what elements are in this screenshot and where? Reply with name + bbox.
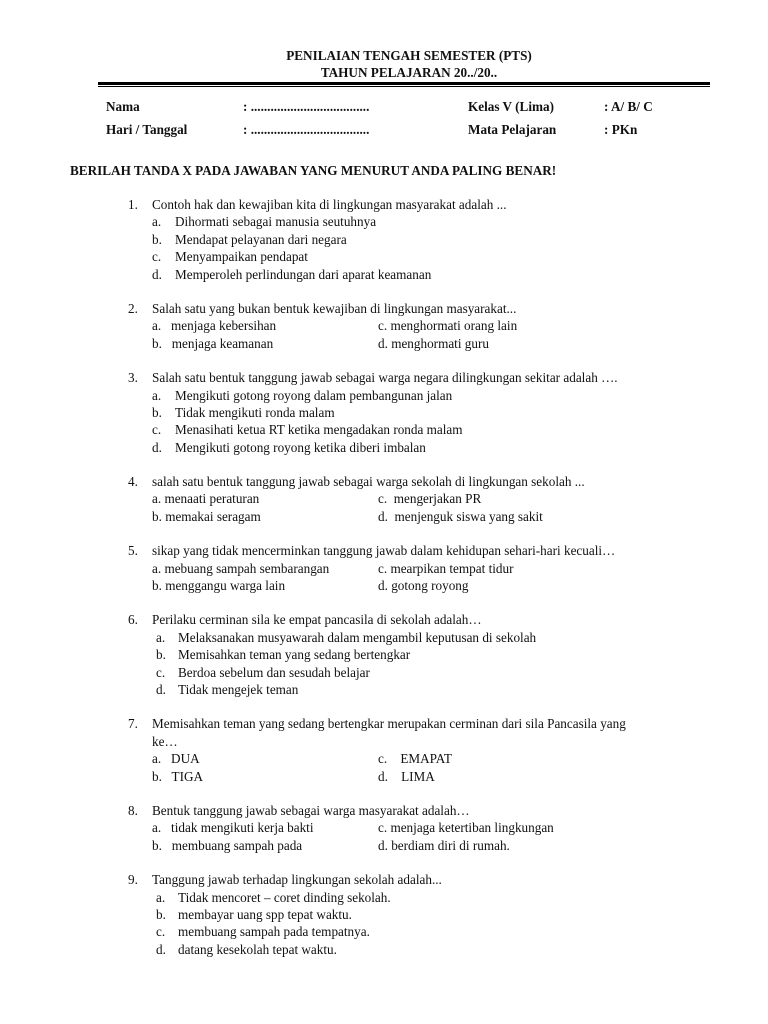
option-letter: b. [152,404,162,420]
answer-option[interactable] [0,231,768,248]
answer-option[interactable]: d. gotong royong [378,578,469,594]
option-letter: d. [156,681,166,697]
answer-option-row [0,750,768,767]
answer-option[interactable] [0,941,768,958]
question-number: 7. [128,716,138,732]
question-text: Salah satu yang bukan bentuk kewajiban di lingkungan masyarakat... [152,300,517,316]
answer-option[interactable]: c. menghormati orang lain [378,318,518,334]
option-text: Tidak mengikuti ronda malam [175,404,335,420]
question-text: Memisahkan teman yang sedang bertengkar merupakan cerminan dari sila Pancasila yang [152,716,626,732]
question-item [0,196,768,283]
answer-option[interactable]: b. menjaga keamanan [152,335,274,351]
answer-option[interactable]: d. menghormati guru [378,335,489,351]
question-number: 5. [128,543,138,559]
option-letter: c. [156,664,166,680]
answer-option-row [0,560,768,577]
option-letter: a. [152,214,162,230]
option-letter: c. [152,249,162,265]
option-text: Tidak mengejek teman [178,681,299,697]
question-text: ke… [152,733,178,749]
option-text: Mendapat pelayanan dari negara [175,231,347,247]
document-header [0,47,768,81]
answer-option[interactable] [0,213,768,230]
answer-option[interactable]: d. menjenguk siswa yang sakit [378,508,543,524]
answer-option-row [0,317,768,334]
question-stem [0,369,768,386]
answer-option[interactable] [0,923,768,940]
mata-pelajaran-value: : PKn [604,122,638,137]
answer-option[interactable]: c. mearpikan tempat tidur [378,560,514,576]
kelas-label: Kelas V (Lima) [468,99,554,114]
hari-tanggal-label: Hari / Tanggal [106,122,188,137]
answer-option-row [0,768,768,785]
question-stem [0,802,768,819]
question-stem-continued [0,733,768,750]
option-text: Tidak mencoret – coret dinding sekolah. [178,889,391,905]
option-letter: a. [156,629,166,645]
option-text: Menyampaikan pendapat [175,249,308,265]
answer-option[interactable]: b. membuang sampah pada [152,837,303,853]
option-text: Dihormati sebagai manusia seutuhnya [175,214,377,230]
question-stem [0,871,768,888]
answer-option[interactable] [0,629,768,646]
option-letter: d. [152,439,162,455]
answer-option-row [0,490,768,507]
question-text: salah satu bentuk tanggung jawab sebagai warga sekolah di lingkungan sekolah ... [152,474,585,490]
exam-subtitle: TAHUN PELAJARAN 20../20.. [320,65,498,80]
answer-option[interactable]: b. menggangu warga lain [152,578,286,594]
question-number: 6. [128,612,138,628]
answer-option[interactable] [0,906,768,923]
option-letter: a. [156,889,166,905]
option-text: Menasihati ketua RT ketika mengadakan ronda malam [175,422,463,438]
question-text: Contoh hak dan kewajiban kita di lingkungan masyarakat adalah ... [152,197,507,212]
question-number: 9. [128,872,138,888]
answer-option-row [0,508,768,525]
answer-option[interactable] [0,681,768,698]
answer-option[interactable] [0,646,768,663]
hari-tanggal-field[interactable]: : .................................... [243,122,370,137]
option-text: Memperoleh perlindungan dari aparat keamanan [175,266,432,282]
option-text: Memisahkan teman yang sedang bertengkar [178,647,411,663]
question-item [0,871,768,958]
answer-option[interactable]: a. mebuang sampah sembarangan [152,560,330,576]
answer-option[interactable] [0,889,768,906]
option-text: Berdoa sebelum dan sesudah belajar [178,664,370,680]
answer-option[interactable] [0,664,768,681]
mata-pelajaran-label: Mata Pelajaran [468,122,557,137]
nama-label: Nama [106,99,140,114]
answer-option-row [0,577,768,594]
question-stem [0,542,768,559]
option-letter: c. [156,924,166,940]
question-stem [0,611,768,628]
option-text: datang kesekolah tepat waktu. [178,941,337,957]
option-letter: b. [156,906,166,922]
option-letter: c. [152,422,162,438]
instruction: BERILAH TANDA X PADA JAWABAN YANG MENURUT ANDA PALING BENAR! [70,163,557,178]
answer-option[interactable]: a. tidak mengikuti kerja bakti [152,820,314,836]
option-letter: d. [152,266,162,282]
answer-option[interactable] [0,266,768,283]
question-list [0,196,768,975]
question-number: 3. [128,370,138,386]
answer-option[interactable]: d. berdiam diri di rumah. [378,837,510,853]
exam-title: PENILAIAN TENGAH SEMESTER (PTS) [286,48,532,63]
answer-option[interactable]: d. LIMA [378,768,435,784]
question-item [0,369,768,456]
answer-option-row [0,819,768,836]
question-text: sikap yang tidak mencerminkan tanggung jawab dalam kehidupan sehari-hari kecuali… [152,543,616,559]
answer-option[interactable]: c. EMAPAT [378,751,452,767]
nama-field[interactable]: : .................................... [243,99,370,114]
answer-option[interactable] [0,439,768,456]
header-divider [98,82,710,87]
question-item [0,715,768,785]
question-number: 2. [128,300,138,316]
answer-option[interactable]: c. mengerjakan PR [378,491,482,507]
answer-option[interactable] [0,387,768,404]
option-text: membuang sampah pada tempatnya. [178,924,370,940]
answer-option[interactable]: c. menjaga ketertiban lingkungan [378,820,554,836]
question-number: 4. [128,474,138,490]
question-text: Bentuk tanggung jawab sebagai warga masyarakat adalah… [152,802,470,818]
option-text: Mengikuti gotong royong dalam pembangunan jalan [175,387,453,403]
question-stem [0,196,768,213]
question-text: Salah satu bentuk tanggung jawab sebagai warga negara dilingkungan sekitar adalah …. [152,370,618,386]
question-stem [0,300,768,317]
answer-option[interactable] [0,404,768,421]
answer-option[interactable]: a. menaati peraturan [152,491,260,507]
answer-option[interactable] [0,421,768,438]
option-letter: a. [152,387,162,403]
question-text: Tanggung jawab terhadap lingkungan sekolah adalah... [152,872,442,888]
option-letter: b. [156,647,166,663]
answer-option[interactable]: b. TIGA [152,768,204,784]
question-number: 8. [128,802,138,818]
option-letter: b. [152,231,162,247]
question-number: 1. [128,197,138,212]
question-item [0,473,768,525]
question-stem [0,473,768,490]
question-item [0,802,768,854]
answer-option-row [0,335,768,352]
option-text: Melaksanakan musyawarah dalam mengambil keputusan di sekolah [178,629,537,645]
question-item [0,542,768,594]
answer-option-row [0,837,768,854]
question-text: Perilaku cerminan sila ke empat pancasila di sekolah adalah… [152,612,482,628]
answer-option[interactable] [0,248,768,265]
kelas-value: : A/ B/ C [604,99,653,114]
question-item [0,611,768,698]
option-text: Mengikuti gotong royong ketika diberi imbalan [175,439,426,455]
option-letter: d. [156,941,166,957]
answer-option[interactable]: a. DUA [152,751,200,767]
question-item [0,300,768,352]
question-stem [0,715,768,732]
option-text: membayar uang spp tepat waktu. [178,906,352,922]
answer-option[interactable]: a. menjaga kebersihan [152,318,277,334]
answer-option[interactable]: b. memakai seragam [152,508,261,524]
